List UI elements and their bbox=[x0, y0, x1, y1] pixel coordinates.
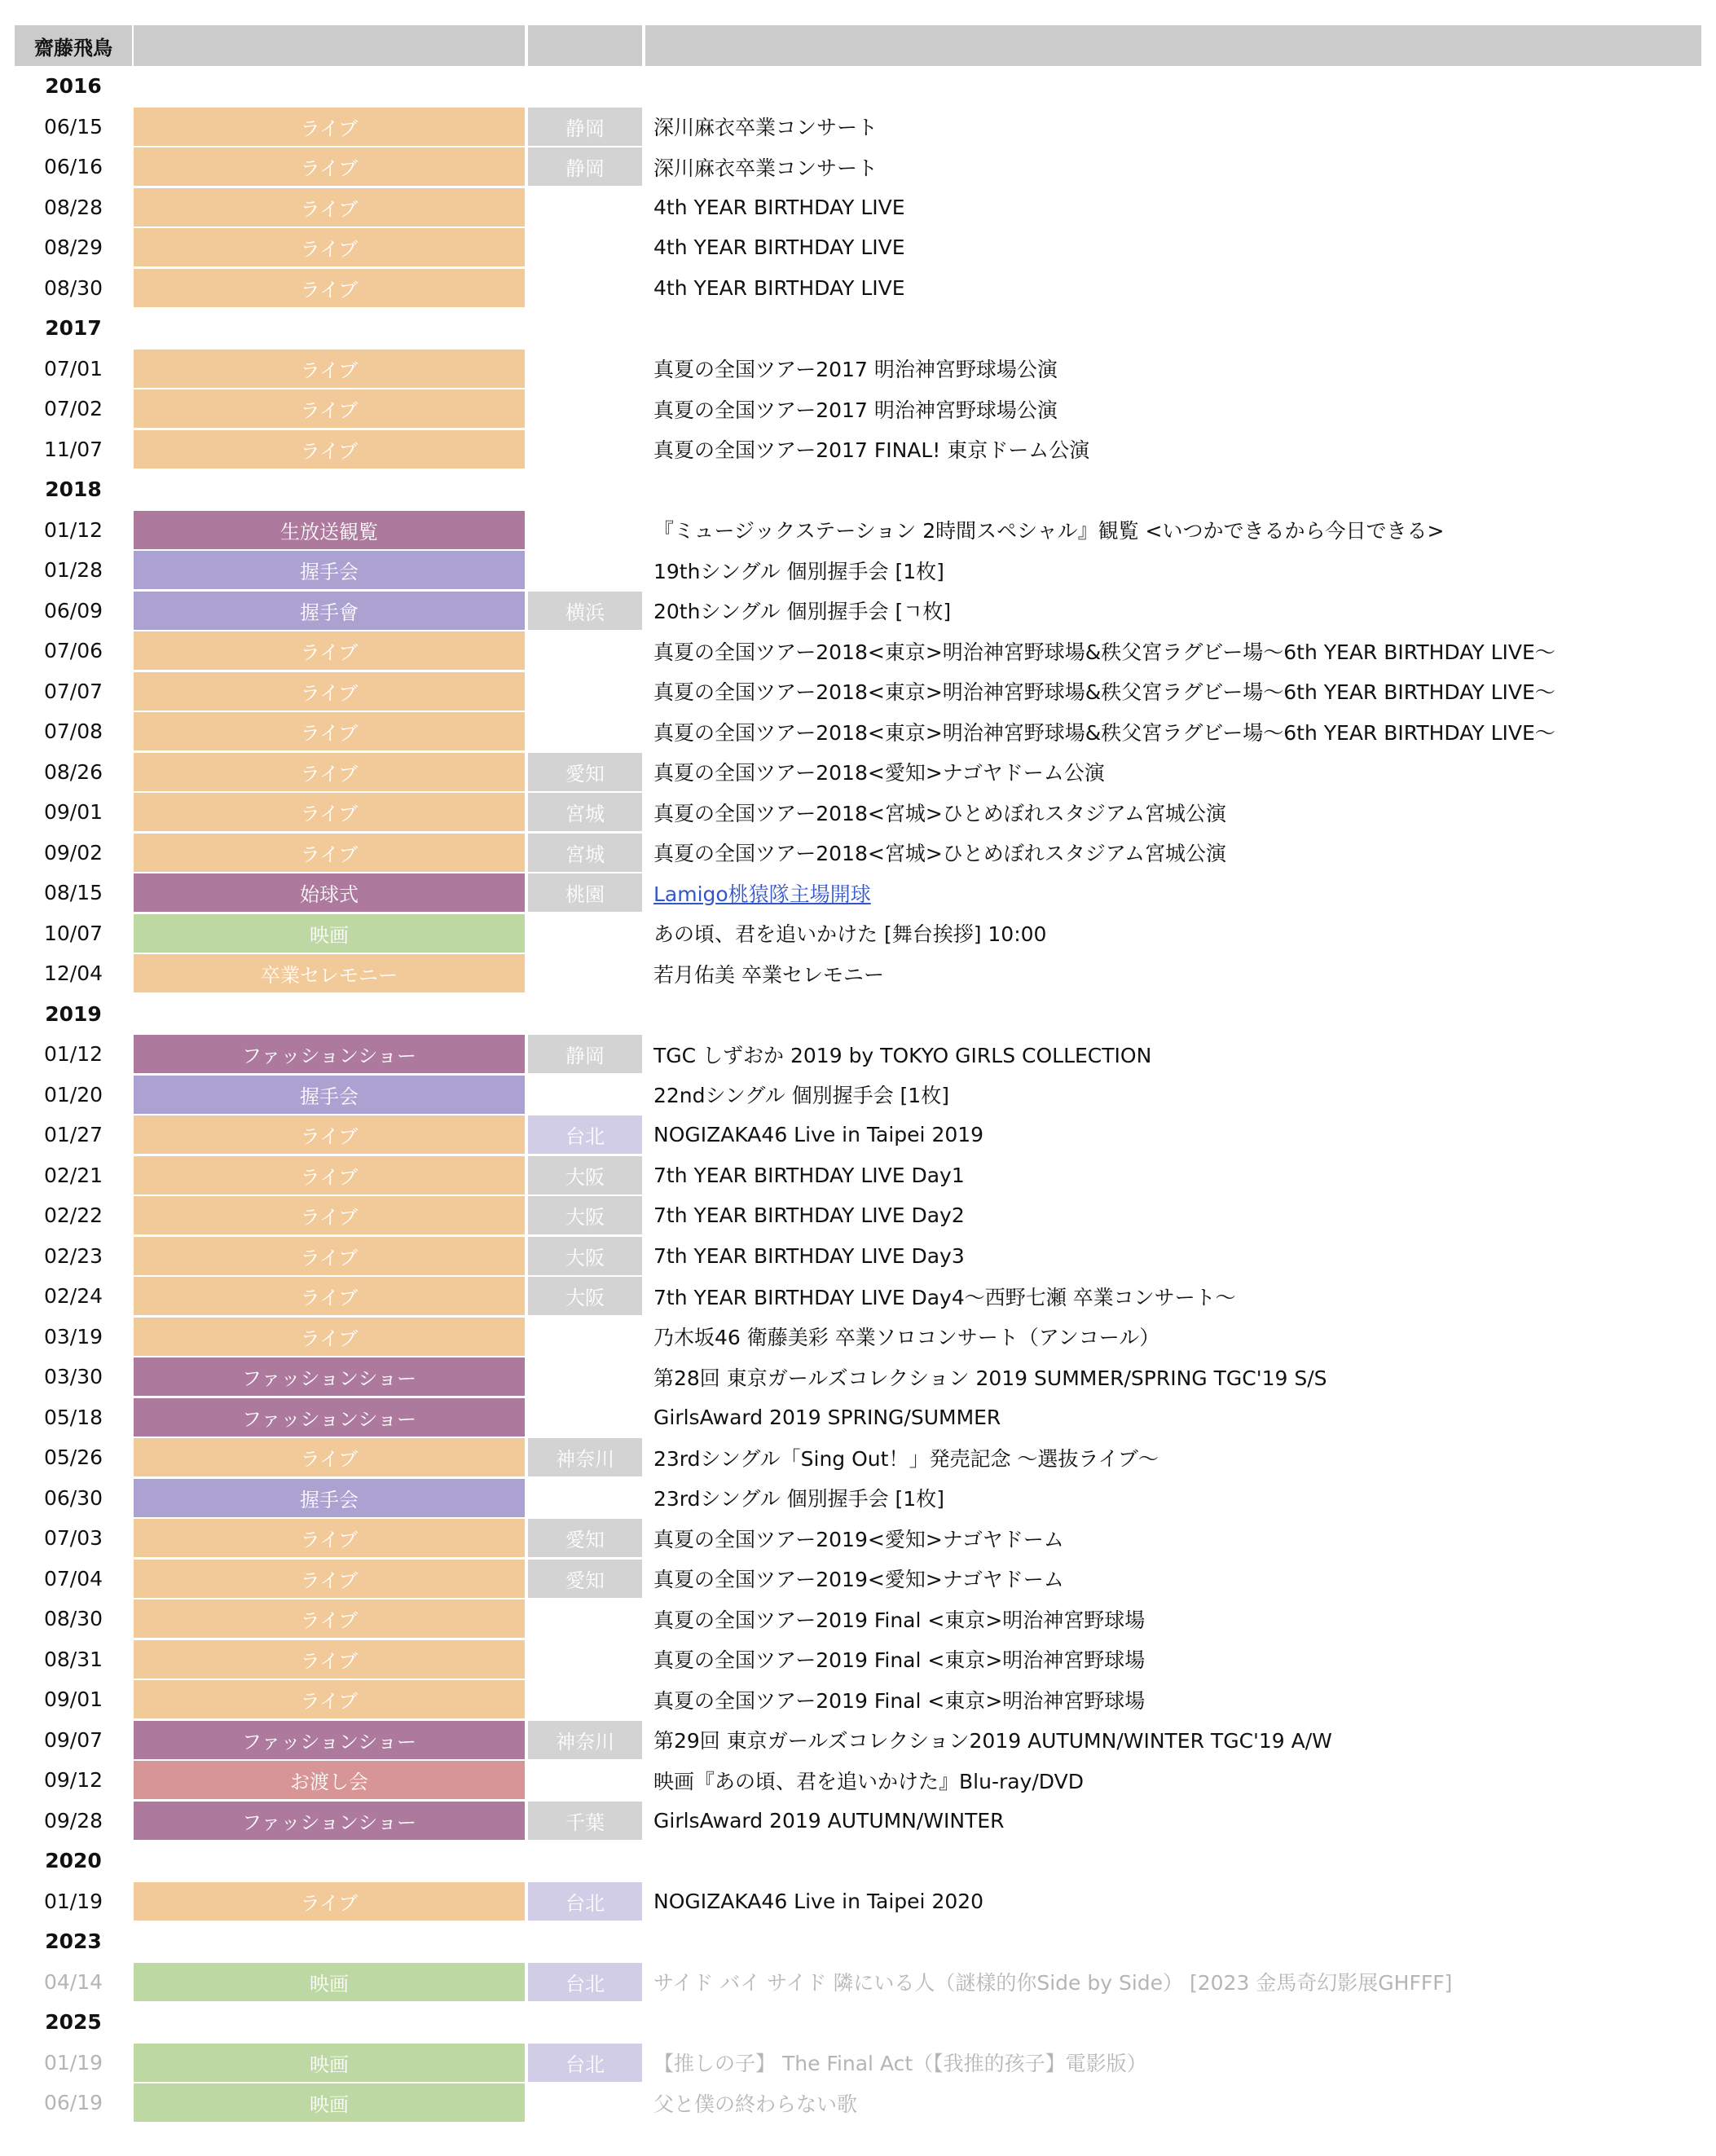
event-date: 09/07 bbox=[43, 1727, 103, 1752]
event-type-badge: ライブ bbox=[134, 834, 525, 872]
event-title: GirlsAward 2019 SPRING/SUMMER bbox=[653, 1405, 1001, 1429]
event-type-badge: 映画 bbox=[134, 2083, 525, 2122]
event-date: 09/01 bbox=[43, 800, 103, 825]
event-type-badge: ライブ bbox=[134, 753, 525, 791]
event-date: 07/06 bbox=[43, 639, 103, 663]
event-location bbox=[528, 1599, 642, 1638]
year-row bbox=[15, 66, 1701, 107]
event-type-badge: ライブ bbox=[134, 1599, 525, 1638]
event-type-badge: ライブ bbox=[134, 1196, 525, 1234]
event-date: 02/22 bbox=[43, 1203, 103, 1228]
event-row bbox=[15, 591, 1701, 631]
event-row bbox=[15, 792, 1701, 833]
title-column-header bbox=[645, 25, 1701, 66]
event-type-badge: ライブ bbox=[134, 147, 525, 186]
event-date: 02/24 bbox=[43, 1284, 103, 1309]
event-date: 01/12 bbox=[43, 1042, 103, 1067]
event-date: 07/04 bbox=[43, 1566, 103, 1591]
event-date: 09/01 bbox=[43, 1687, 103, 1712]
event-date: 06/09 bbox=[43, 598, 103, 623]
event-location: 静岡 bbox=[528, 108, 642, 146]
event-location: 大阪 bbox=[528, 1156, 642, 1195]
event-type-badge: 生放送観覧 bbox=[134, 511, 525, 549]
event-row bbox=[15, 510, 1701, 551]
event-title: 真夏の全国ツアー2019 Final <東京>明治神宮野球場 bbox=[653, 1608, 1146, 1632]
event-location: 静岡 bbox=[528, 147, 642, 186]
event-row bbox=[15, 913, 1701, 954]
event-row bbox=[15, 1720, 1701, 1761]
year-label: 2016 bbox=[45, 74, 102, 99]
event-type-badge: ライブ bbox=[134, 1519, 525, 1557]
event-location: 宮城 bbox=[528, 834, 642, 872]
event-title: 23rdシングル「Sing Out！」発売記念 〜選抜ライブ〜 bbox=[653, 1446, 1159, 1471]
event-date: 06/15 bbox=[43, 114, 103, 139]
event-row bbox=[15, 1760, 1701, 1801]
event-location bbox=[528, 511, 642, 549]
event-title: NOGIZAKA46 Live in Taipei 2020 bbox=[653, 1889, 984, 1913]
event-location: 横浜 bbox=[528, 592, 642, 630]
event-location bbox=[528, 631, 642, 670]
event-location bbox=[528, 1318, 642, 1356]
event-type-badge: ファッションショー bbox=[134, 1357, 525, 1396]
event-date: 09/02 bbox=[43, 840, 103, 865]
event-date: 09/28 bbox=[43, 1808, 103, 1833]
event-location: 台北 bbox=[528, 1963, 642, 2001]
event-row bbox=[15, 1599, 1701, 1639]
event-date: 02/23 bbox=[43, 1243, 103, 1268]
event-type-badge: 始球式 bbox=[134, 873, 525, 912]
event-date: 01/28 bbox=[43, 558, 103, 583]
event-row bbox=[15, 1317, 1701, 1357]
event-type-badge: 握手会 bbox=[134, 551, 525, 589]
event-location bbox=[528, 2083, 642, 2122]
event-type-badge: ライブ bbox=[134, 269, 525, 307]
event-date: 10/07 bbox=[43, 921, 103, 945]
event-type-badge: ライブ bbox=[134, 188, 525, 227]
event-location bbox=[528, 389, 642, 428]
event-location: 愛知 bbox=[528, 1560, 642, 1598]
event-row bbox=[15, 1115, 1701, 1155]
event-title: 真夏の全国ツアー2019<愛知>ナゴヤドーム bbox=[653, 1568, 1064, 1592]
event-type-badge: 卒業セレモニー bbox=[134, 954, 525, 992]
event-title: 真夏の全国ツアー2017 明治神宮野球場公演 bbox=[653, 398, 1058, 422]
year-label: 2020 bbox=[45, 1849, 102, 1873]
event-location: 桃園 bbox=[528, 873, 642, 912]
event-title: 22ndシングル 個別握手会 [1枚] bbox=[653, 1084, 949, 1108]
event-title: 4th YEAR BIRTHDAY LIVE bbox=[653, 195, 905, 219]
event-date: 07/08 bbox=[43, 719, 103, 744]
event-type-badge: ライブ bbox=[134, 1156, 525, 1195]
event-title: 真夏の全国ツアー2019<愛知>ナゴヤドーム bbox=[653, 1527, 1064, 1551]
event-date: 08/31 bbox=[43, 1647, 103, 1671]
event-row bbox=[15, 1357, 1701, 1397]
event-date: 02/21 bbox=[43, 1163, 103, 1187]
event-location bbox=[528, 672, 642, 711]
event-type-badge: ライブ bbox=[134, 1640, 525, 1679]
event-type-badge: ライブ bbox=[134, 1277, 525, 1315]
event-title: 真夏の全国ツアー2018<宮城>ひとめぼれスタジアム宮城公演 bbox=[653, 842, 1227, 866]
event-location bbox=[528, 1640, 642, 1679]
event-title: 7th YEAR BIRTHDAY LIVE Day3 bbox=[653, 1243, 965, 1268]
event-title: 7th YEAR BIRTHDAY LIVE Day4〜西野七瀬 卒業コンサート〜 bbox=[653, 1285, 1236, 1309]
event-location bbox=[528, 430, 642, 469]
event-title: 乃木坂46 衛藤美彩 卒業ソロコンサート（アンコール） bbox=[653, 1326, 1160, 1350]
event-title: 19thシングル 個別握手会 [1枚] bbox=[653, 559, 944, 583]
event-type-badge: ライブ bbox=[134, 430, 525, 469]
event-location: 千葉 bbox=[528, 1802, 642, 1840]
event-row bbox=[15, 187, 1701, 228]
event-row bbox=[15, 1236, 1701, 1277]
event-row bbox=[15, 1478, 1701, 1519]
event-date: 01/19 bbox=[43, 1889, 103, 1913]
event-type-badge: ライブ bbox=[134, 1882, 525, 1921]
event-title: 7th YEAR BIRTHDAY LIVE Day1 bbox=[653, 1163, 965, 1187]
event-type-badge: ライブ bbox=[134, 793, 525, 831]
event-type-badge: 映画 bbox=[134, 914, 525, 953]
year-label: 2023 bbox=[45, 1929, 102, 1954]
event-location: 台北 bbox=[528, 1882, 642, 1921]
event-date: 06/30 bbox=[43, 1485, 103, 1510]
event-title: TGC しずおか 2019 by TOKYO GIRLS COLLECTION bbox=[653, 1043, 1152, 1067]
event-row bbox=[15, 671, 1701, 712]
event-type-badge: ライブ bbox=[134, 108, 525, 146]
event-title: GirlsAward 2019 AUTUMN/WINTER bbox=[653, 1808, 1005, 1833]
event-title: 真夏の全国ツアー2018<愛知>ナゴヤドーム公演 bbox=[653, 761, 1105, 785]
event-type-badge: ライブ bbox=[134, 1560, 525, 1598]
event-date: 04/14 bbox=[43, 1969, 103, 1994]
event-location: 静岡 bbox=[528, 1035, 642, 1073]
event-title: 4th YEAR BIRTHDAY LIVE bbox=[653, 275, 905, 300]
event-row bbox=[15, 631, 1701, 671]
event-location: 愛知 bbox=[528, 753, 642, 791]
event-row bbox=[15, 1801, 1701, 1841]
event-row bbox=[15, 1276, 1701, 1317]
event-location bbox=[528, 269, 642, 307]
event-row bbox=[15, 1679, 1701, 1720]
year-label: 2025 bbox=[45, 2010, 102, 2035]
event-date: 12/04 bbox=[43, 961, 103, 986]
event-row bbox=[15, 550, 1701, 591]
event-date: 07/02 bbox=[43, 397, 103, 421]
schedule-table bbox=[15, 25, 1701, 2123]
year-label: 2017 bbox=[45, 316, 102, 341]
event-row bbox=[15, 268, 1701, 309]
event-date: 01/20 bbox=[43, 1082, 103, 1107]
year-row bbox=[15, 469, 1701, 510]
event-title: 映画『あの頃、君を追いかけた』Blu-ray/DVD bbox=[653, 1769, 1084, 1793]
year-row bbox=[15, 1921, 1701, 1962]
event-date: 08/29 bbox=[43, 235, 103, 260]
event-row bbox=[15, 2043, 1701, 2083]
event-type-badge: ライブ bbox=[134, 350, 525, 388]
event-row bbox=[15, 752, 1701, 793]
event-title: 若月佑美 卒業セレモニー bbox=[653, 962, 884, 987]
event-title: 第28回 東京ガールズコレクション 2019 SUMMER/SPRING TGC'19 S/S bbox=[653, 1366, 1327, 1390]
event-title: 第29回 東京ガールズコレクション2019 AUTUMN/WINTER TGC'19 A/W bbox=[653, 1729, 1332, 1753]
event-location bbox=[528, 551, 642, 589]
event-row bbox=[15, 1962, 1701, 2003]
event-date: 08/26 bbox=[43, 759, 103, 784]
event-location: 宮城 bbox=[528, 793, 642, 831]
event-row bbox=[15, 1397, 1701, 1438]
event-type-badge: ライブ bbox=[134, 389, 525, 428]
event-location bbox=[528, 1357, 642, 1396]
event-row bbox=[15, 1639, 1701, 1680]
event-row bbox=[15, 833, 1701, 873]
event-title: 真夏の全国ツアー2017 明治神宮野球場公演 bbox=[653, 358, 1058, 382]
event-location: 愛知 bbox=[528, 1519, 642, 1557]
event-title: 真夏の全国ツアー2018<東京>明治神宮野球場&秩父宮ラグビー場〜6th YEAR BIRTHDAY LIVE〜 bbox=[653, 640, 1555, 664]
year-row bbox=[15, 308, 1701, 349]
event-row bbox=[15, 1518, 1701, 1559]
event-date: 05/26 bbox=[43, 1445, 103, 1470]
member-name-header: 齋藤飛鳥 bbox=[15, 25, 132, 66]
event-row bbox=[15, 711, 1701, 752]
event-type-badge: ライブ bbox=[134, 1115, 525, 1154]
event-row bbox=[15, 1559, 1701, 1599]
event-type-badge: ライブ bbox=[134, 712, 525, 750]
event-date: 06/16 bbox=[43, 155, 103, 179]
event-type-badge: ファッションショー bbox=[134, 1035, 525, 1073]
schedule-rows bbox=[15, 66, 1701, 2123]
year-row bbox=[15, 994, 1701, 1035]
event-location bbox=[528, 1398, 642, 1437]
event-title: 父と僕の終わらない歌 bbox=[653, 2092, 858, 2116]
event-row bbox=[15, 873, 1701, 913]
event-row bbox=[15, 349, 1701, 389]
event-row bbox=[15, 227, 1701, 268]
header-row bbox=[15, 25, 1701, 66]
event-title: 真夏の全国ツアー2018<東京>明治神宮野球場&秩父宮ラグビー場〜6th YEAR BIRTHDAY LIVE〜 bbox=[653, 720, 1555, 745]
event-date: 11/07 bbox=[43, 437, 103, 461]
event-type-badge: ファッションショー bbox=[134, 1398, 525, 1437]
event-title: NOGIZAKA46 Live in Taipei 2019 bbox=[653, 1123, 984, 1147]
event-type-badge: お渡し会 bbox=[134, 1761, 525, 1799]
event-row bbox=[15, 953, 1701, 994]
type-column-header bbox=[134, 25, 525, 66]
year-row bbox=[15, 1841, 1701, 1881]
event-row bbox=[15, 1155, 1701, 1196]
event-title: 深川麻衣卒業コンサート bbox=[653, 116, 878, 140]
event-date: 01/27 bbox=[43, 1123, 103, 1147]
event-row bbox=[15, 1075, 1701, 1115]
event-location bbox=[528, 1680, 642, 1718]
event-title: 真夏の全国ツアー2018<東京>明治神宮野球場&秩父宮ラグビー場〜6th YEAR BIRTHDAY LIVE〜 bbox=[653, 680, 1555, 705]
event-title: あの頃、君を追いかけた [舞台挨拶] 10:00 bbox=[653, 922, 1047, 947]
event-type-badge: ライブ bbox=[134, 1237, 525, 1275]
event-row bbox=[15, 2083, 1701, 2123]
event-title: 4th YEAR BIRTHDAY LIVE bbox=[653, 235, 905, 260]
event-type-badge: ファッションショー bbox=[134, 1721, 525, 1759]
event-date: 01/12 bbox=[43, 517, 103, 542]
event-title: 真夏の全国ツアー2019 Final <東京>明治神宮野球場 bbox=[653, 1688, 1146, 1713]
event-title: 真夏の全国ツアー2018<宮城>ひとめぼれスタジアム宮城公演 bbox=[653, 801, 1227, 825]
event-type-badge: 映画 bbox=[134, 2044, 525, 2082]
event-title: 真夏の全国ツアー2019 Final <東京>明治神宮野球場 bbox=[653, 1648, 1146, 1673]
event-location bbox=[528, 914, 642, 953]
event-row bbox=[15, 147, 1701, 187]
event-location bbox=[528, 228, 642, 266]
event-row bbox=[15, 429, 1701, 470]
event-title: 7th YEAR BIRTHDAY LIVE Day2 bbox=[653, 1203, 965, 1228]
event-location bbox=[528, 712, 642, 750]
event-type-badge: 握手會 bbox=[134, 592, 525, 630]
event-row bbox=[15, 1195, 1701, 1236]
event-row bbox=[15, 1034, 1701, 1075]
event-type-badge: ライブ bbox=[134, 672, 525, 711]
event-date: 08/30 bbox=[43, 1607, 103, 1631]
event-row bbox=[15, 1437, 1701, 1478]
event-location bbox=[528, 188, 642, 227]
event-date: 03/30 bbox=[43, 1365, 103, 1389]
event-location bbox=[528, 1076, 642, 1114]
event-date: 05/18 bbox=[43, 1405, 103, 1429]
event-type-badge: ライブ bbox=[134, 631, 525, 670]
event-title: サイド バイ サイド 隣にいる人（謎樣的你Side by Side） [2023 金馬奇幻影展GHFFF] bbox=[653, 1971, 1453, 1995]
year-row bbox=[15, 2002, 1701, 2043]
event-location bbox=[528, 350, 642, 388]
event-title: 20thシングル 個別握手会 [ㄱ枚] bbox=[653, 600, 952, 624]
event-location: 台北 bbox=[528, 1115, 642, 1154]
location-column-header bbox=[528, 25, 642, 66]
event-date: 07/07 bbox=[43, 679, 103, 703]
event-location bbox=[528, 1479, 642, 1517]
event-type-badge: 映画 bbox=[134, 1963, 525, 2001]
event-title: 真夏の全国ツアー2017 FINAL! 東京ドーム公演 bbox=[653, 438, 1090, 463]
event-location bbox=[528, 1761, 642, 1799]
event-date: 08/30 bbox=[43, 275, 103, 300]
event-date: 09/12 bbox=[43, 1768, 103, 1793]
event-type-badge: 握手会 bbox=[134, 1479, 525, 1517]
event-date: 06/19 bbox=[43, 2091, 103, 2115]
event-location: 大阪 bbox=[528, 1277, 642, 1315]
event-row bbox=[15, 389, 1701, 429]
event-title: 【推しの子】 The Final Act（【我推的孩子】電影版） bbox=[653, 2052, 1147, 2076]
event-type-badge: ライブ bbox=[134, 1318, 525, 1356]
event-title[interactable] bbox=[645, 873, 1701, 913]
year-label: 2019 bbox=[45, 1001, 102, 1026]
event-location: 神奈川 bbox=[528, 1721, 642, 1759]
event-title-link[interactable]: Lamigo桃猿隊主場開球 bbox=[653, 882, 871, 906]
event-title: 『ミュージックステーション 2時間スペシャル』観覧 <いつかできるから今日できる> bbox=[653, 519, 1445, 543]
event-date: 03/19 bbox=[43, 1324, 103, 1349]
event-row bbox=[15, 1881, 1701, 1922]
event-date: 07/03 bbox=[43, 1526, 103, 1551]
event-type-badge: ライブ bbox=[134, 228, 525, 266]
event-location: 大阪 bbox=[528, 1237, 642, 1275]
event-date: 07/01 bbox=[43, 356, 103, 381]
year-label: 2018 bbox=[45, 477, 102, 502]
event-date: 08/28 bbox=[43, 195, 103, 219]
event-location: 神奈川 bbox=[528, 1438, 642, 1476]
event-type-badge: 握手会 bbox=[134, 1076, 525, 1114]
event-location: 台北 bbox=[528, 2044, 642, 2082]
event-location bbox=[528, 954, 642, 992]
event-title: 23rdシングル 個別握手会 [1枚] bbox=[653, 1487, 944, 1511]
event-row bbox=[15, 107, 1701, 147]
event-type-badge: ライブ bbox=[134, 1438, 525, 1476]
event-date: 01/19 bbox=[43, 2050, 103, 2075]
event-title: 深川麻衣卒業コンサート bbox=[653, 156, 878, 180]
event-type-badge: ファッションショー bbox=[134, 1802, 525, 1840]
event-location: 大阪 bbox=[528, 1196, 642, 1234]
event-type-badge: ライブ bbox=[134, 1680, 525, 1718]
event-date: 08/15 bbox=[43, 881, 103, 905]
